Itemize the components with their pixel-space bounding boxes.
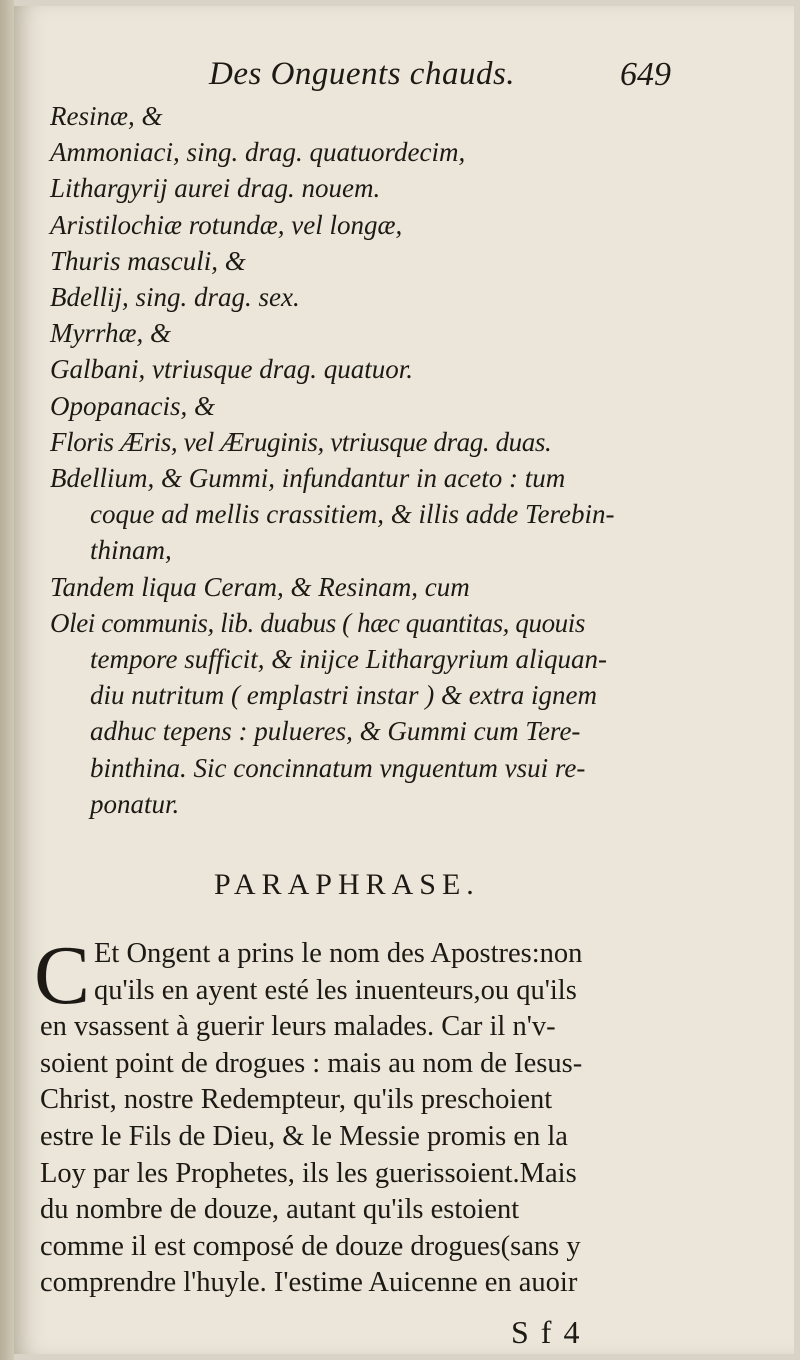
paraphrase-text — [40, 936, 700, 1302]
signature-mark: S f 4 — [511, 1314, 582, 1350]
section-heading: PARAPHRASE. — [214, 868, 480, 901]
recipe-line: binthina. Sic concinnatum vnguentum vsui re- — [90, 752, 586, 783]
recipe-line: thinam, — [90, 535, 172, 566]
recipe-line: Myrrhæ, & — [50, 318, 172, 349]
recipe-line: Galbani, vtriusque drag. quatuor. — [50, 354, 414, 385]
paraphrase-line: Loy par les Prophetes, ils les guerissoient.Mais — [40, 1157, 577, 1189]
running-title: Des Onguents chauds. — [209, 56, 516, 92]
book-spine-shadow — [0, 0, 14, 1360]
paraphrase-line: estre le Fils de Dieu, & le Messie promis en la — [40, 1120, 568, 1152]
recipe-line: coque ad mellis crassitiem, & illis adde Terebin- — [90, 499, 615, 530]
page-number: 649 — [620, 56, 671, 93]
paraphrase-line: soient point de drogues : mais au nom de Iesus- — [40, 1047, 583, 1079]
recipe-line: Thuris masculi, & — [50, 245, 246, 276]
recipe-line: Aristilochiæ rotundæ, vel longæ, — [50, 209, 403, 240]
recipe-line: Bdellij, sing. drag. sex. — [50, 282, 300, 313]
recipe-line: Ammoniaci, sing. drag. quatuordecim, — [50, 137, 466, 168]
paraphrase-line: comme il est composé de douze drogues(sans y — [40, 1230, 581, 1262]
recipe-line: Tandem liqua Ceram, & Resinam, cum — [50, 571, 470, 602]
recipe-line: Resinæ, & — [50, 101, 163, 131]
recipe-line: diu nutritum ( emplastri instar ) & extra ignem — [90, 680, 597, 711]
paraphrase-line: comprendre l'huyle. I'estime Auicenne en auoir — [40, 1267, 578, 1299]
paraphrase-line: Christ, nostre Redempteur, qu'ils preschoient — [40, 1084, 553, 1116]
paraphrase-line: du nombre de douze, autant qu'ils estoient — [40, 1194, 520, 1226]
recipe-line: adhuc tepens : pulueres, & Gummi cum Tere- — [90, 716, 581, 747]
paraphrase-line: Et Ongent a prins le nom des Apostres:non — [94, 938, 583, 969]
recipe-line: Lithargyrij aurei drag. nouem. — [50, 173, 381, 204]
recipe-line: ponatur. — [90, 788, 180, 819]
drop-cap-initial: C — [34, 929, 91, 1022]
recipe-line: Floris Æris, vel Æruginis, vtriusque drag. duas. — [50, 426, 552, 457]
recipe-line: Olei communis, lib. duabus ( hæc quantitas, quouis — [50, 607, 585, 638]
recipe-line: Opopanacis, & — [50, 390, 215, 421]
recipe-line: Bdellium, & Gummi, infundantur in aceto : tum — [50, 463, 566, 494]
page-header — [14, 48, 794, 98]
book-page — [14, 6, 794, 1354]
paraphrase-line: qu'ils en ayent esté les inuenteurs,ou qu'ils — [94, 974, 577, 1006]
recipe-ingredient-list — [50, 98, 740, 822]
paraphrase-line: en vsassent à guerir leurs malades. Car il n'v- — [40, 1011, 556, 1043]
recipe-line: tempore sufficit, & inijce Lithargyrium aliquan- — [90, 644, 607, 675]
